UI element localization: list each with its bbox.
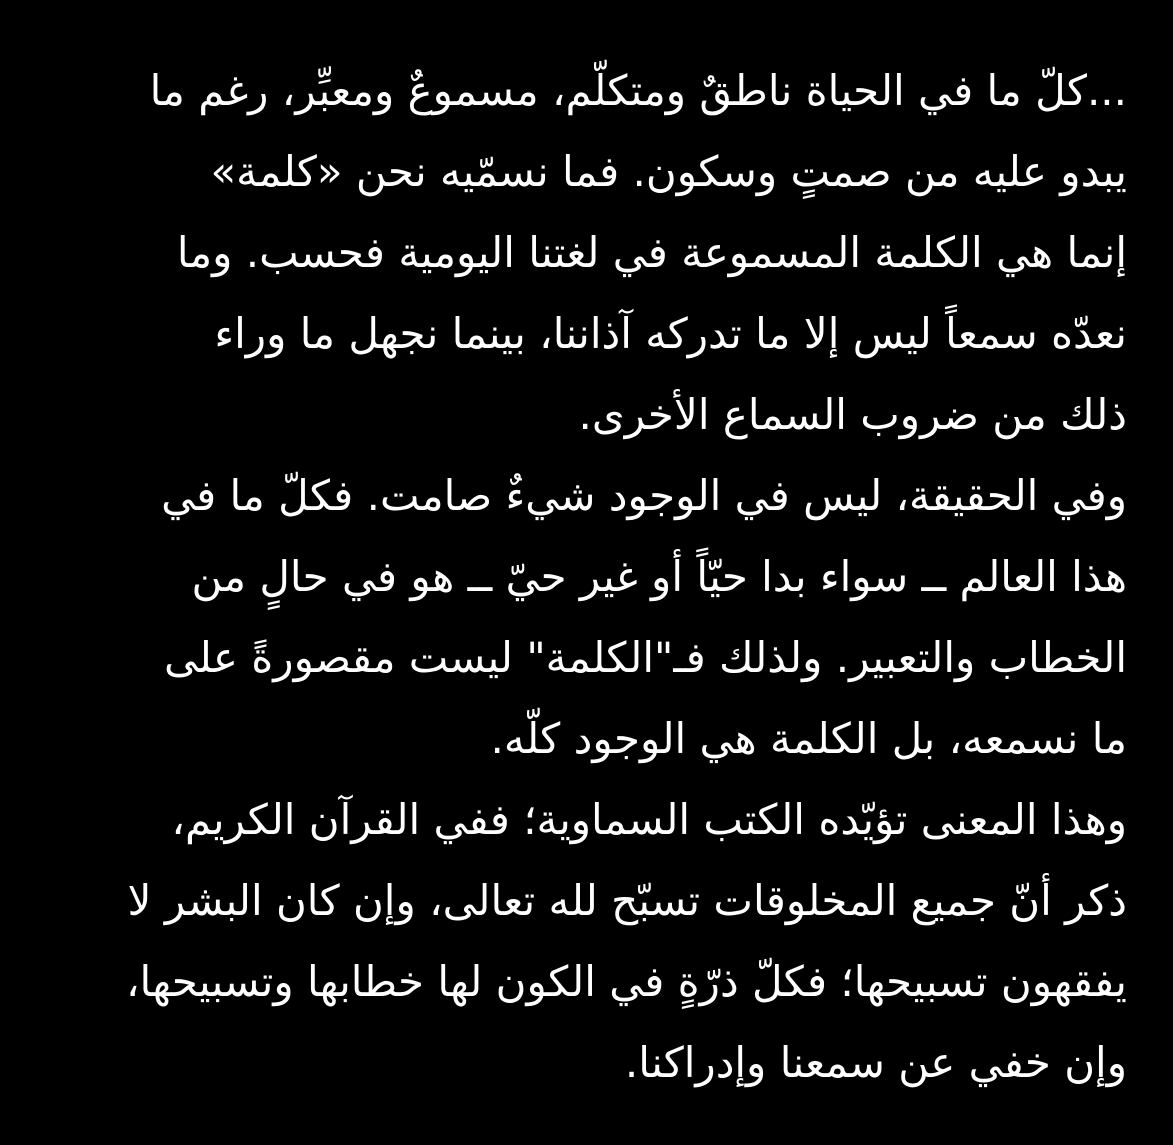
text-line: ...كلّ ما في الحياة ناطقٌ ومتكلّم، مسموعٌ ومعبِّر، رغم ما	[149, 66, 1127, 115]
text-line: إنما هي الكلمة المسموعة في لغتنا اليومية فحسب. وما	[176, 228, 1127, 277]
text-line: هذا العالم ــ سواء بدا حيّاً أو غير حيّ ــ هو في حالٍ من	[191, 552, 1127, 601]
text-line: نعدّه سمعاً ليس إلا ما تدركه آذاننا، بينما نجهل ما وراء	[214, 309, 1127, 358]
text-line: الخطاب والتعبير. ولذلك فـ"الكلمة" ليست مقصورةً على	[163, 633, 1127, 682]
text-line: يبدو عليه من صمتٍ وسكون. فما نسمّيه نحن «كلمة»	[210, 147, 1127, 196]
text-line: وهذا المعنى تؤيّده الكتب السماوية؛ ففي القرآن الكريم،	[171, 795, 1127, 844]
text-line: وإن خفي عن سمعنا وإدراكنا.	[624, 1038, 1127, 1087]
text-line: يفقهون تسبيحها؛ فكلّ ذرّةٍ في الكون لها خطابها وتسبيحها،	[126, 957, 1127, 1006]
text-line: ذكر أنّ جميع المخلوقات تسبّح لله تعالى، وإن كان البشر لا	[127, 876, 1127, 925]
text-line: ما نسمعه، بل الكلمة هي الوجود كلّه.	[490, 714, 1127, 763]
arabic-text-body	[57, 50, 1127, 1103]
text-line: ذلك من ضروب السماع الأخرى.	[578, 390, 1127, 439]
text-line: وفي الحقيقة، ليس في الوجود شيءٌ صامت. فكلّ ما في	[161, 471, 1127, 520]
